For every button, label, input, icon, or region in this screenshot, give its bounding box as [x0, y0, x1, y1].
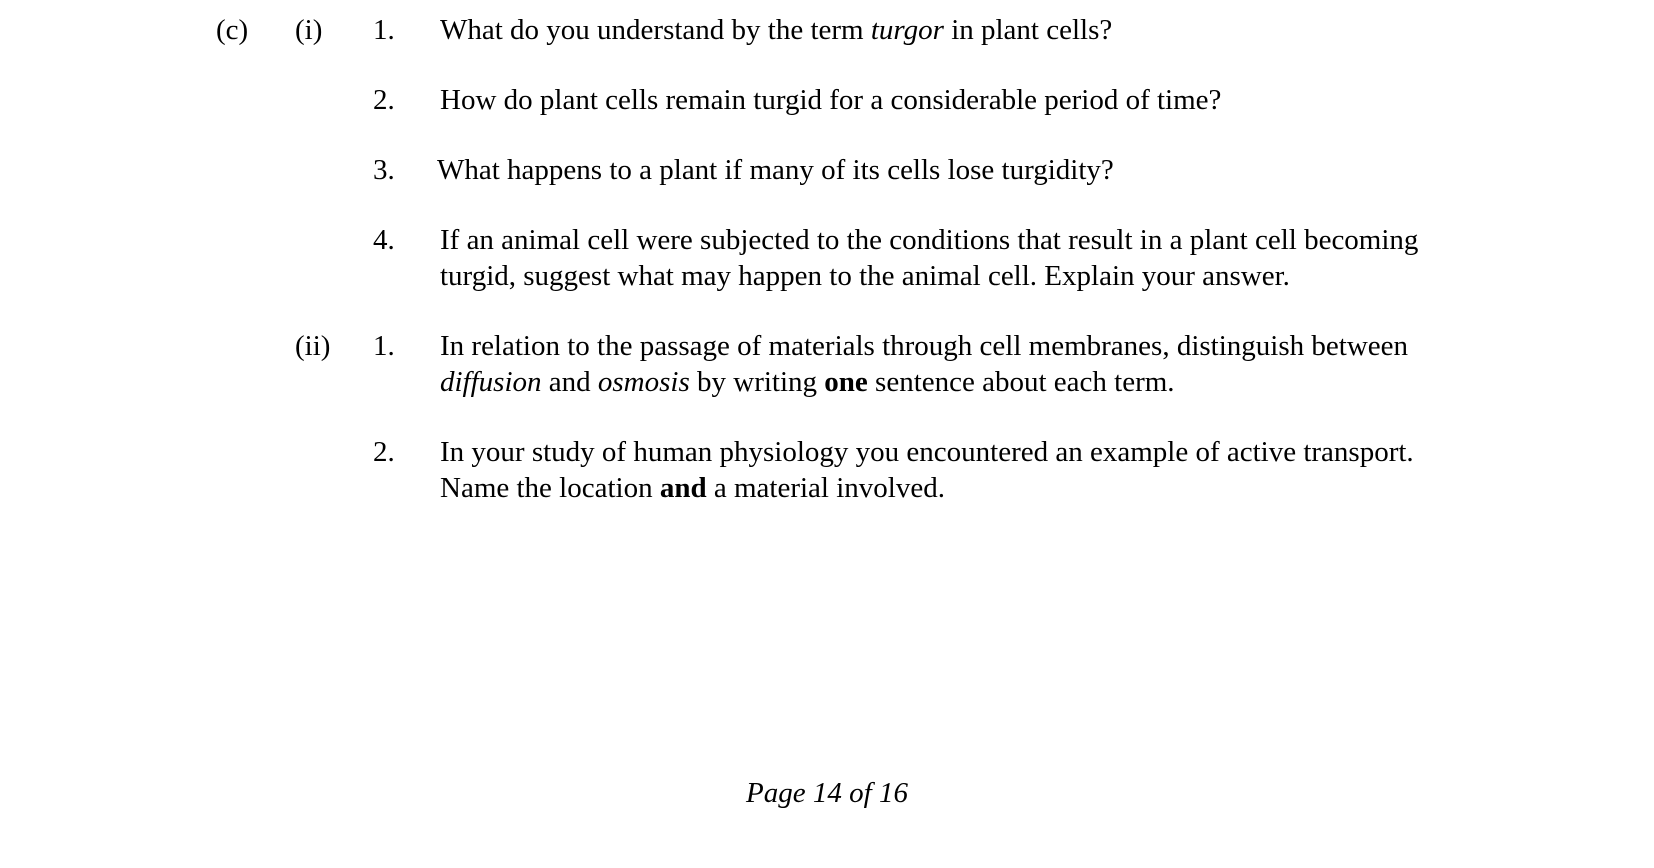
text-run: in plant cells?: [943, 14, 1113, 46]
question-text: [437, 152, 1547, 188]
text-run: turgid, suggest what may happen to the animal cell. Explain your answer.: [440, 260, 1290, 292]
text-run: How do plant cells remain turgid for a considerable period of time?: [440, 84, 1222, 116]
question-line: [440, 12, 1550, 48]
question-text: [440, 328, 1550, 400]
text-run: In relation to the passage of materials through cell membranes, distinguish between: [440, 330, 1409, 362]
section-label: (c): [216, 14, 249, 46]
part-ii-label: (ii): [295, 330, 331, 362]
question-text: [440, 434, 1550, 506]
text-run: In your study of human physiology you encountered an example of active transport.: [440, 436, 1414, 468]
text-run: a material involved.: [706, 472, 945, 504]
question-line: [440, 364, 1550, 400]
page-number-footer: Page 14 of 16: [746, 777, 908, 809]
text-run: Name the location: [440, 472, 660, 504]
question-number: 4.: [373, 224, 395, 256]
question-line: [440, 434, 1550, 470]
text-run: by writing: [689, 366, 825, 398]
text-run: If an animal cell were subjected to the conditions that result in a plant cell becoming: [440, 224, 1419, 256]
question-line: [440, 328, 1550, 364]
text-run: What happens to a plant if many of its cells lose turgidity?: [437, 154, 1114, 186]
question-number: 2.: [373, 436, 395, 468]
emphasis-italic: osmosis: [597, 366, 690, 398]
question-line: [440, 258, 1550, 294]
emphasis-italic: diffusion: [440, 366, 542, 398]
question-line: [440, 470, 1550, 506]
question-line: [440, 222, 1550, 258]
question-text: [440, 82, 1550, 118]
text-run: sentence about each term.: [867, 366, 1175, 398]
emphasis-bold: and: [659, 472, 707, 504]
question-text: [440, 12, 1550, 48]
question-number: 2.: [373, 84, 395, 116]
question-text: [440, 222, 1550, 294]
question-number: 1.: [373, 14, 395, 46]
question-number: 3.: [373, 154, 395, 186]
question-number: 1.: [373, 330, 395, 362]
question-line: [440, 82, 1550, 118]
part-i-label: (i): [295, 14, 323, 46]
text-run: and: [541, 366, 598, 398]
emphasis-bold: one: [824, 366, 868, 398]
text-run: What do you understand by the term: [440, 14, 871, 46]
emphasis-italic: turgor: [870, 14, 944, 46]
question-line: [437, 152, 1547, 188]
